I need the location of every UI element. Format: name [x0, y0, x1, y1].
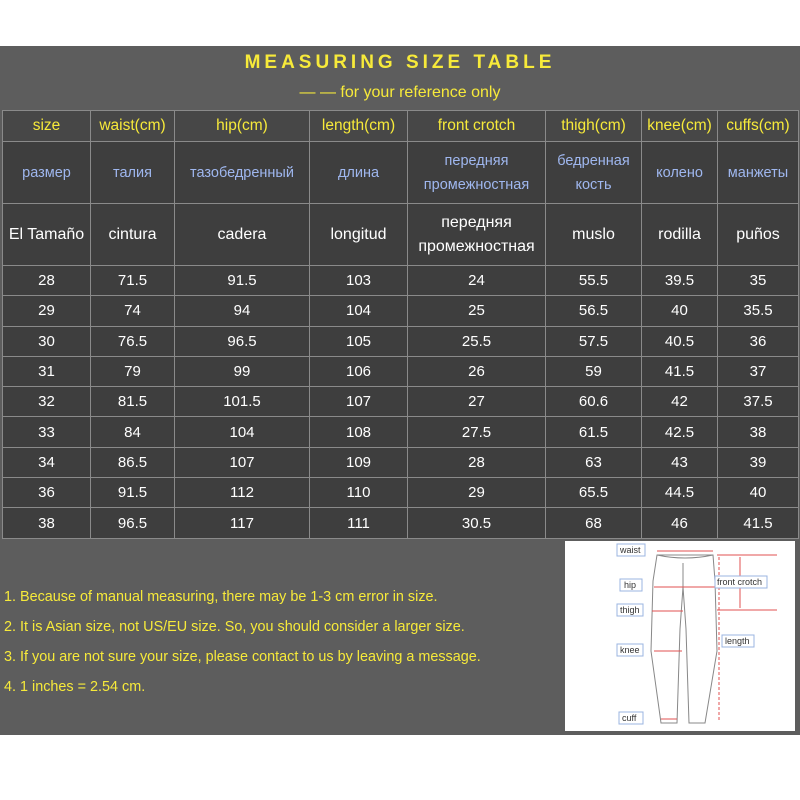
table-cell: 34 [3, 447, 91, 477]
header-cell: knee(cm) [642, 111, 718, 142]
table-cell: 99 [175, 356, 310, 386]
table-cell: 57.5 [546, 326, 642, 356]
header-row-russian [3, 142, 799, 204]
table-cell: 41.5 [718, 508, 799, 538]
table-cell: 105 [310, 326, 408, 356]
header-cell: longitud [310, 204, 408, 266]
table-cell: 38 [3, 508, 91, 538]
table-cell: 76.5 [91, 326, 175, 356]
header-cell: передняя промежностная [408, 204, 546, 266]
table-cell: 103 [310, 266, 408, 296]
header-cell: thigh(cm) [546, 111, 642, 142]
header-cell: размер [3, 142, 91, 204]
table-cell: 43 [642, 447, 718, 477]
table-cell: 61.5 [546, 417, 642, 447]
table-cell: 33 [3, 417, 91, 447]
header-cell: cuffs(cm) [718, 111, 799, 142]
header-cell: бедренная кость [546, 142, 642, 204]
note-item: 2. It is Asian size, not US/EU size. So, you should consider a larger size. [4, 619, 465, 635]
table-cell: 30 [3, 326, 91, 356]
header-cell: колено [642, 142, 718, 204]
header-row-english [3, 111, 799, 142]
table-cell: 35 [718, 266, 799, 296]
table-cell: 27.5 [408, 417, 546, 447]
waist-label: waist [620, 545, 641, 555]
table-cell: 26 [408, 356, 546, 386]
table-cell: 29 [3, 296, 91, 326]
table-cell: 36 [3, 478, 91, 508]
table-cell: 37 [718, 356, 799, 386]
table-cell: 28 [3, 266, 91, 296]
table-cell: 38 [718, 417, 799, 447]
table-row [3, 296, 799, 326]
table-cell: 91.5 [91, 478, 175, 508]
header-cell: muslo [546, 204, 642, 266]
table-row [3, 356, 799, 386]
header-cell: тазобедренный [175, 142, 310, 204]
table-cell: 37.5 [718, 387, 799, 417]
pants-illustration [651, 555, 717, 723]
table-cell: 25.5 [408, 326, 546, 356]
table-row [3, 508, 799, 538]
table-cell: 30.5 [408, 508, 546, 538]
table-cell: 107 [175, 447, 310, 477]
note-item: 1. Because of manual measuring, there may be 1-3 cm error in size. [4, 589, 438, 605]
header-cell: талия [91, 142, 175, 204]
header-cell: передняя промежностная [408, 142, 546, 204]
note-item: 3. If you are not sure your size, please contact to us by leaving a message. [4, 649, 481, 665]
header-cell: length(cm) [310, 111, 408, 142]
table-cell: 112 [175, 478, 310, 508]
table-cell: 104 [310, 296, 408, 326]
table-cell: 101.5 [175, 387, 310, 417]
table-cell: 110 [310, 478, 408, 508]
table-cell: 96.5 [91, 508, 175, 538]
header-cell: waist(cm) [91, 111, 175, 142]
header-cell: puños [718, 204, 799, 266]
table-row [3, 478, 799, 508]
table-row [3, 447, 799, 477]
table-cell: 25 [408, 296, 546, 326]
table-cell: 40.5 [642, 326, 718, 356]
cuff-label: cuff [622, 713, 637, 723]
front-crotch-label: front crotch [717, 577, 763, 587]
table-cell: 65.5 [546, 478, 642, 508]
table-cell: 24 [408, 266, 546, 296]
table-cell: 63 [546, 447, 642, 477]
table-cell: 40 [642, 296, 718, 326]
thigh-label: thigh [620, 605, 640, 615]
table-row [3, 417, 799, 447]
hip-label: hip [624, 580, 637, 590]
table-cell: 111 [310, 508, 408, 538]
table-cell: 71.5 [91, 266, 175, 296]
table-cell: 117 [175, 508, 310, 538]
page-title: MEASURING SIZE TABLE [244, 52, 556, 73]
table-cell: 41.5 [642, 356, 718, 386]
table-cell: 106 [310, 356, 408, 386]
table-cell: 59 [546, 356, 642, 386]
table-cell: 31 [3, 356, 91, 386]
knee-label: knee [620, 645, 640, 655]
header-cell: front crotch [408, 111, 546, 142]
header-cell: size [3, 111, 91, 142]
table-cell: 46 [642, 508, 718, 538]
table-cell: 55.5 [546, 266, 642, 296]
table-cell: 104 [175, 417, 310, 447]
table-cell: 35.5 [718, 296, 799, 326]
header-cell: El Tamaño [3, 204, 91, 266]
header-cell: длина [310, 142, 408, 204]
table-cell: 28 [408, 447, 546, 477]
table-cell: 68 [546, 508, 642, 538]
table-row [3, 326, 799, 356]
table-cell: 96.5 [175, 326, 310, 356]
table-cell: 74 [91, 296, 175, 326]
length-label: length [725, 636, 750, 646]
table-cell: 86.5 [91, 447, 175, 477]
header-cell: cintura [91, 204, 175, 266]
table-cell: 109 [310, 447, 408, 477]
table-cell: 107 [310, 387, 408, 417]
table-cell: 36 [718, 326, 799, 356]
table-cell: 27 [408, 387, 546, 417]
header-row-spanish [3, 204, 799, 266]
diagram-labels [617, 544, 767, 724]
header-cell: hip(cm) [175, 111, 310, 142]
table-cell: 42.5 [642, 417, 718, 447]
table-cell: 42 [642, 387, 718, 417]
table-row [3, 266, 799, 296]
header-cell: манжеты [718, 142, 799, 204]
table-cell: 91.5 [175, 266, 310, 296]
table-cell: 29 [408, 478, 546, 508]
table-cell: 81.5 [91, 387, 175, 417]
notes-list [4, 582, 560, 702]
table-row [3, 387, 799, 417]
header-cell: rodilla [642, 204, 718, 266]
pants-measurement-diagram [565, 541, 795, 731]
page-subtitle: — — for your reference only [299, 84, 501, 101]
table-cell: 40 [718, 478, 799, 508]
table-cell: 79 [91, 356, 175, 386]
table-cell: 32 [3, 387, 91, 417]
table-cell: 60.6 [546, 387, 642, 417]
table-cell: 56.5 [546, 296, 642, 326]
table-cell: 94 [175, 296, 310, 326]
table-cell: 39.5 [642, 266, 718, 296]
header-cell: cadera [175, 204, 310, 266]
table-cell: 39 [718, 447, 799, 477]
size-table [2, 110, 799, 539]
note-item: 4. 1 inches = 2.54 cm. [4, 679, 146, 695]
table-cell: 44.5 [642, 478, 718, 508]
table-cell: 108 [310, 417, 408, 447]
table-cell: 84 [91, 417, 175, 447]
